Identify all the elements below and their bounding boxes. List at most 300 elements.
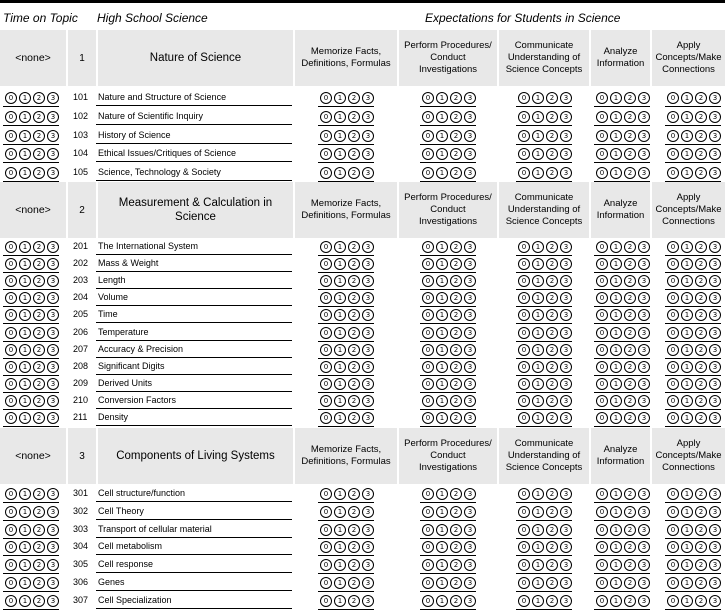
bubble-3[interactable]: 3: [638, 327, 650, 339]
expectation-bubbles[interactable]: [320, 506, 376, 518]
bubble-0[interactable]: 0: [667, 130, 679, 142]
bubble-3[interactable]: 3: [709, 378, 721, 390]
bubble-3[interactable]: 3: [709, 309, 721, 321]
bubble-2[interactable]: 2: [33, 541, 45, 553]
bubble-0[interactable]: 0: [320, 130, 332, 142]
expectation-bubbles[interactable]: [422, 361, 478, 373]
bubble-1[interactable]: 1: [334, 275, 346, 287]
bubble-2[interactable]: 2: [348, 559, 360, 571]
bubble-3[interactable]: 3: [362, 577, 374, 589]
expectation-bubbles[interactable]: [596, 130, 652, 142]
bubble-0[interactable]: 0: [518, 92, 530, 104]
bubble-1[interactable]: 1: [532, 595, 544, 607]
bubble-1[interactable]: 1: [19, 111, 31, 123]
bubble-1[interactable]: 1: [610, 309, 622, 321]
expectation-bubbles[interactable]: [596, 309, 652, 321]
expectation-bubbles[interactable]: [422, 92, 478, 104]
bubble-3[interactable]: 3: [560, 130, 572, 142]
expectation-bubbles[interactable]: [596, 395, 652, 407]
bubble-2[interactable]: 2: [33, 577, 45, 589]
bubble-1[interactable]: 1: [334, 577, 346, 589]
bubble-2[interactable]: 2: [695, 506, 707, 518]
bubble-1[interactable]: 1: [681, 524, 693, 536]
bubble-3[interactable]: 3: [638, 130, 650, 142]
bubble-3[interactable]: 3: [362, 412, 374, 424]
bubble-1[interactable]: 1: [532, 412, 544, 424]
bubble-1[interactable]: 1: [334, 92, 346, 104]
bubble-2[interactable]: 2: [695, 559, 707, 571]
expectation-bubbles[interactable]: [422, 241, 478, 253]
bubble-3[interactable]: 3: [560, 309, 572, 321]
expectation-bubbles[interactable]: [596, 488, 652, 500]
bubble-1[interactable]: 1: [436, 344, 448, 356]
bubble-1[interactable]: 1: [610, 167, 622, 179]
bubble-0[interactable]: 0: [518, 395, 530, 407]
bubble-2[interactable]: 2: [546, 577, 558, 589]
expectation-bubbles[interactable]: [422, 344, 478, 356]
bubble-0[interactable]: 0: [422, 292, 434, 304]
bubble-0[interactable]: 0: [422, 595, 434, 607]
bubble-0[interactable]: 0: [518, 292, 530, 304]
expectation-bubbles[interactable]: [422, 130, 478, 142]
bubble-3[interactable]: 3: [560, 148, 572, 160]
bubble-3[interactable]: 3: [362, 488, 374, 500]
bubble-3[interactable]: 3: [47, 292, 59, 304]
time-on-topic-bubbles[interactable]: [5, 412, 61, 424]
bubble-2[interactable]: 2: [450, 258, 462, 270]
bubble-0[interactable]: 0: [320, 309, 332, 321]
bubble-2[interactable]: 2: [624, 241, 636, 253]
none-option[interactable]: <none>: [15, 204, 51, 216]
bubble-0[interactable]: 0: [518, 541, 530, 553]
bubble-2[interactable]: 2: [348, 395, 360, 407]
bubble-0[interactable]: 0: [667, 541, 679, 553]
bubble-3[interactable]: 3: [560, 258, 572, 270]
bubble-0[interactable]: 0: [5, 241, 17, 253]
bubble-2[interactable]: 2: [546, 309, 558, 321]
bubble-2[interactable]: 2: [624, 595, 636, 607]
bubble-2[interactable]: 2: [546, 412, 558, 424]
bubble-0[interactable]: 0: [667, 292, 679, 304]
bubble-2[interactable]: 2: [624, 111, 636, 123]
bubble-3[interactable]: 3: [560, 412, 572, 424]
bubble-2[interactable]: 2: [624, 309, 636, 321]
expectation-bubbles[interactable]: [320, 378, 376, 390]
bubble-3[interactable]: 3: [709, 258, 721, 270]
bubble-2[interactable]: 2: [624, 148, 636, 160]
bubble-2[interactable]: 2: [546, 395, 558, 407]
bubble-1[interactable]: 1: [681, 92, 693, 104]
bubble-3[interactable]: 3: [560, 241, 572, 253]
bubble-1[interactable]: 1: [334, 506, 346, 518]
bubble-3[interactable]: 3: [47, 344, 59, 356]
bubble-0[interactable]: 0: [422, 344, 434, 356]
bubble-3[interactable]: 3: [464, 309, 476, 321]
bubble-0[interactable]: 0: [596, 148, 608, 160]
bubble-2[interactable]: 2: [624, 506, 636, 518]
bubble-3[interactable]: 3: [709, 327, 721, 339]
bubble-2[interactable]: 2: [546, 258, 558, 270]
bubble-3[interactable]: 3: [464, 395, 476, 407]
bubble-2[interactable]: 2: [546, 361, 558, 373]
bubble-0[interactable]: 0: [422, 241, 434, 253]
bubble-3[interactable]: 3: [638, 275, 650, 287]
bubble-2[interactable]: 2: [450, 292, 462, 304]
bubble-0[interactable]: 0: [320, 541, 332, 553]
bubble-0[interactable]: 0: [518, 327, 530, 339]
bubble-0[interactable]: 0: [5, 111, 17, 123]
bubble-0[interactable]: 0: [667, 412, 679, 424]
bubble-0[interactable]: 0: [320, 506, 332, 518]
bubble-3[interactable]: 3: [362, 378, 374, 390]
bubble-3[interactable]: 3: [362, 241, 374, 253]
bubble-1[interactable]: 1: [532, 92, 544, 104]
bubble-3[interactable]: 3: [464, 148, 476, 160]
bubble-3[interactable]: 3: [709, 595, 721, 607]
time-on-topic-bubbles[interactable]: [5, 309, 61, 321]
bubble-1[interactable]: 1: [19, 506, 31, 518]
bubble-3[interactable]: 3: [47, 524, 59, 536]
expectation-bubbles[interactable]: [667, 395, 723, 407]
bubble-1[interactable]: 1: [610, 148, 622, 160]
bubble-2[interactable]: 2: [348, 275, 360, 287]
bubble-0[interactable]: 0: [422, 506, 434, 518]
bubble-2[interactable]: 2: [624, 412, 636, 424]
bubble-2[interactable]: 2: [450, 327, 462, 339]
bubble-2[interactable]: 2: [695, 92, 707, 104]
bubble-0[interactable]: 0: [5, 524, 17, 536]
bubble-3[interactable]: 3: [464, 258, 476, 270]
time-on-topic-bubbles[interactable]: [5, 344, 61, 356]
expectation-bubbles[interactable]: [667, 524, 723, 536]
expectation-bubbles[interactable]: [667, 541, 723, 553]
bubble-3[interactable]: 3: [464, 506, 476, 518]
bubble-2[interactable]: 2: [546, 167, 558, 179]
bubble-0[interactable]: 0: [518, 559, 530, 571]
bubble-2[interactable]: 2: [624, 292, 636, 304]
bubble-1[interactable]: 1: [681, 292, 693, 304]
bubble-3[interactable]: 3: [362, 506, 374, 518]
bubble-2[interactable]: 2: [546, 506, 558, 518]
bubble-1[interactable]: 1: [436, 309, 448, 321]
bubble-1[interactable]: 1: [19, 412, 31, 424]
bubble-1[interactable]: 1: [19, 577, 31, 589]
bubble-1[interactable]: 1: [681, 309, 693, 321]
bubble-2[interactable]: 2: [450, 378, 462, 390]
bubble-3[interactable]: 3: [464, 595, 476, 607]
bubble-0[interactable]: 0: [5, 412, 17, 424]
bubble-1[interactable]: 1: [436, 327, 448, 339]
bubble-1[interactable]: 1: [532, 559, 544, 571]
expectation-bubbles[interactable]: [667, 344, 723, 356]
bubble-0[interactable]: 0: [320, 327, 332, 339]
bubble-0[interactable]: 0: [422, 275, 434, 287]
bubble-0[interactable]: 0: [596, 292, 608, 304]
bubble-0[interactable]: 0: [596, 506, 608, 518]
bubble-3[interactable]: 3: [638, 148, 650, 160]
bubble-0[interactable]: 0: [5, 361, 17, 373]
bubble-0[interactable]: 0: [518, 309, 530, 321]
bubble-0[interactable]: 0: [5, 275, 17, 287]
expectation-bubbles[interactable]: [422, 559, 478, 571]
time-on-topic-bubbles[interactable]: [5, 130, 61, 142]
expectation-bubbles[interactable]: [518, 361, 574, 373]
bubble-1[interactable]: 1: [610, 595, 622, 607]
bubble-0[interactable]: 0: [320, 292, 332, 304]
bubble-1[interactable]: 1: [610, 344, 622, 356]
bubble-1[interactable]: 1: [681, 506, 693, 518]
bubble-0[interactable]: 0: [320, 148, 332, 160]
bubble-3[interactable]: 3: [464, 378, 476, 390]
bubble-1[interactable]: 1: [436, 559, 448, 571]
bubble-2[interactable]: 2: [33, 378, 45, 390]
expectation-bubbles[interactable]: [596, 344, 652, 356]
bubble-2[interactable]: 2: [33, 130, 45, 142]
expectation-bubbles[interactable]: [596, 378, 652, 390]
expectation-bubbles[interactable]: [667, 506, 723, 518]
bubble-0[interactable]: 0: [596, 395, 608, 407]
time-on-topic-bubbles[interactable]: [5, 506, 61, 518]
bubble-3[interactable]: 3: [464, 412, 476, 424]
bubble-0[interactable]: 0: [667, 395, 679, 407]
expectation-bubbles[interactable]: [667, 361, 723, 373]
bubble-3[interactable]: 3: [47, 167, 59, 179]
bubble-1[interactable]: 1: [610, 130, 622, 142]
bubble-3[interactable]: 3: [709, 92, 721, 104]
bubble-1[interactable]: 1: [681, 327, 693, 339]
bubble-0[interactable]: 0: [596, 130, 608, 142]
bubble-1[interactable]: 1: [681, 395, 693, 407]
bubble-2[interactable]: 2: [695, 395, 707, 407]
expectation-bubbles[interactable]: [518, 292, 574, 304]
bubble-3[interactable]: 3: [47, 595, 59, 607]
expectation-bubbles[interactable]: [596, 577, 652, 589]
bubble-0[interactable]: 0: [422, 378, 434, 390]
expectation-bubbles[interactable]: [422, 292, 478, 304]
bubble-0[interactable]: 0: [5, 92, 17, 104]
bubble-3[interactable]: 3: [560, 92, 572, 104]
bubble-0[interactable]: 0: [320, 92, 332, 104]
time-on-topic-bubbles[interactable]: [5, 292, 61, 304]
expectation-bubbles[interactable]: [320, 167, 376, 179]
bubble-1[interactable]: 1: [436, 506, 448, 518]
bubble-2[interactable]: 2: [546, 595, 558, 607]
bubble-0[interactable]: 0: [518, 524, 530, 536]
bubble-1[interactable]: 1: [334, 595, 346, 607]
bubble-3[interactable]: 3: [560, 327, 572, 339]
expectation-bubbles[interactable]: [667, 577, 723, 589]
bubble-2[interactable]: 2: [546, 111, 558, 123]
expectation-bubbles[interactable]: [422, 524, 478, 536]
bubble-0[interactable]: 0: [596, 559, 608, 571]
bubble-3[interactable]: 3: [47, 275, 59, 287]
bubble-3[interactable]: 3: [638, 309, 650, 321]
bubble-2[interactable]: 2: [348, 111, 360, 123]
bubble-3[interactable]: 3: [709, 541, 721, 553]
bubble-3[interactable]: 3: [47, 327, 59, 339]
bubble-3[interactable]: 3: [709, 148, 721, 160]
bubble-0[interactable]: 0: [422, 309, 434, 321]
bubble-3[interactable]: 3: [709, 577, 721, 589]
bubble-2[interactable]: 2: [348, 92, 360, 104]
bubble-3[interactable]: 3: [560, 541, 572, 553]
expectation-bubbles[interactable]: [422, 541, 478, 553]
bubble-3[interactable]: 3: [560, 577, 572, 589]
expectation-bubbles[interactable]: [667, 148, 723, 160]
bubble-1[interactable]: 1: [610, 506, 622, 518]
bubble-0[interactable]: 0: [667, 559, 679, 571]
bubble-1[interactable]: 1: [532, 506, 544, 518]
bubble-2[interactable]: 2: [33, 506, 45, 518]
bubble-2[interactable]: 2: [33, 344, 45, 356]
bubble-2[interactable]: 2: [450, 130, 462, 142]
bubble-1[interactable]: 1: [681, 148, 693, 160]
expectation-bubbles[interactable]: [422, 488, 478, 500]
bubble-0[interactable]: 0: [5, 167, 17, 179]
bubble-1[interactable]: 1: [334, 111, 346, 123]
expectation-bubbles[interactable]: [422, 412, 478, 424]
bubble-3[interactable]: 3: [464, 361, 476, 373]
expectation-bubbles[interactable]: [518, 167, 574, 179]
bubble-0[interactable]: 0: [518, 488, 530, 500]
bubble-2[interactable]: 2: [348, 309, 360, 321]
bubble-3[interactable]: 3: [638, 595, 650, 607]
bubble-1[interactable]: 1: [610, 361, 622, 373]
bubble-2[interactable]: 2: [450, 488, 462, 500]
expectation-bubbles[interactable]: [518, 378, 574, 390]
expectation-bubbles[interactable]: [320, 595, 376, 607]
bubble-0[interactable]: 0: [320, 595, 332, 607]
expectation-bubbles[interactable]: [518, 309, 574, 321]
bubble-2[interactable]: 2: [450, 577, 462, 589]
bubble-0[interactable]: 0: [518, 506, 530, 518]
bubble-2[interactable]: 2: [33, 241, 45, 253]
bubble-3[interactable]: 3: [362, 275, 374, 287]
bubble-1[interactable]: 1: [19, 488, 31, 500]
bubble-2[interactable]: 2: [624, 378, 636, 390]
bubble-2[interactable]: 2: [33, 595, 45, 607]
bubble-0[interactable]: 0: [422, 488, 434, 500]
expectation-bubbles[interactable]: [518, 92, 574, 104]
bubble-0[interactable]: 0: [422, 258, 434, 270]
bubble-0[interactable]: 0: [320, 488, 332, 500]
bubble-3[interactable]: 3: [560, 344, 572, 356]
expectation-bubbles[interactable]: [518, 541, 574, 553]
expectation-bubbles[interactable]: [667, 258, 723, 270]
bubble-2[interactable]: 2: [348, 577, 360, 589]
expectation-bubbles[interactable]: [596, 506, 652, 518]
bubble-1[interactable]: 1: [681, 541, 693, 553]
bubble-3[interactable]: 3: [560, 292, 572, 304]
bubble-0[interactable]: 0: [596, 327, 608, 339]
bubble-0[interactable]: 0: [320, 559, 332, 571]
bubble-2[interactable]: 2: [450, 524, 462, 536]
expectation-bubbles[interactable]: [518, 344, 574, 356]
bubble-3[interactable]: 3: [464, 92, 476, 104]
bubble-1[interactable]: 1: [610, 241, 622, 253]
expectation-bubbles[interactable]: [422, 275, 478, 287]
bubble-0[interactable]: 0: [518, 148, 530, 160]
expectation-bubbles[interactable]: [320, 275, 376, 287]
bubble-2[interactable]: 2: [624, 92, 636, 104]
bubble-0[interactable]: 0: [5, 378, 17, 390]
bubble-1[interactable]: 1: [610, 92, 622, 104]
bubble-2[interactable]: 2: [450, 344, 462, 356]
bubble-2[interactable]: 2: [546, 130, 558, 142]
expectation-bubbles[interactable]: [518, 559, 574, 571]
bubble-2[interactable]: 2: [33, 524, 45, 536]
bubble-0[interactable]: 0: [5, 488, 17, 500]
bubble-2[interactable]: 2: [695, 577, 707, 589]
bubble-3[interactable]: 3: [47, 361, 59, 373]
time-on-topic-bubbles[interactable]: [5, 111, 61, 123]
expectation-bubbles[interactable]: [320, 361, 376, 373]
bubble-2[interactable]: 2: [624, 524, 636, 536]
expectation-bubbles[interactable]: [518, 524, 574, 536]
bubble-0[interactable]: 0: [320, 361, 332, 373]
bubble-3[interactable]: 3: [709, 292, 721, 304]
bubble-2[interactable]: 2: [624, 327, 636, 339]
bubble-0[interactable]: 0: [596, 595, 608, 607]
time-on-topic-bubbles[interactable]: [5, 275, 61, 287]
bubble-0[interactable]: 0: [5, 559, 17, 571]
bubble-0[interactable]: 0: [5, 130, 17, 142]
bubble-0[interactable]: 0: [5, 395, 17, 407]
expectation-bubbles[interactable]: [320, 309, 376, 321]
expectation-bubbles[interactable]: [320, 92, 376, 104]
bubble-2[interactable]: 2: [33, 488, 45, 500]
bubble-3[interactable]: 3: [638, 412, 650, 424]
bubble-1[interactable]: 1: [532, 524, 544, 536]
expectation-bubbles[interactable]: [422, 577, 478, 589]
bubble-3[interactable]: 3: [709, 241, 721, 253]
bubble-0[interactable]: 0: [667, 595, 679, 607]
bubble-1[interactable]: 1: [436, 241, 448, 253]
expectation-bubbles[interactable]: [667, 130, 723, 142]
bubble-0[interactable]: 0: [667, 361, 679, 373]
expectation-bubbles[interactable]: [320, 524, 376, 536]
bubble-1[interactable]: 1: [334, 309, 346, 321]
bubble-0[interactable]: 0: [596, 111, 608, 123]
bubble-2[interactable]: 2: [695, 378, 707, 390]
bubble-2[interactable]: 2: [695, 488, 707, 500]
bubble-2[interactable]: 2: [348, 292, 360, 304]
expectation-bubbles[interactable]: [320, 344, 376, 356]
expectation-bubbles[interactable]: [596, 275, 652, 287]
bubble-2[interactable]: 2: [33, 92, 45, 104]
bubble-3[interactable]: 3: [464, 241, 476, 253]
bubble-1[interactable]: 1: [436, 167, 448, 179]
bubble-2[interactable]: 2: [546, 559, 558, 571]
bubble-0[interactable]: 0: [596, 361, 608, 373]
bubble-0[interactable]: 0: [596, 309, 608, 321]
bubble-0[interactable]: 0: [667, 524, 679, 536]
bubble-1[interactable]: 1: [610, 488, 622, 500]
time-on-topic-bubbles[interactable]: [5, 395, 61, 407]
bubble-3[interactable]: 3: [362, 395, 374, 407]
expectation-bubbles[interactable]: [518, 241, 574, 253]
bubble-1[interactable]: 1: [19, 292, 31, 304]
bubble-2[interactable]: 2: [546, 488, 558, 500]
bubble-1[interactable]: 1: [532, 130, 544, 142]
time-on-topic-bubbles[interactable]: [5, 258, 61, 270]
bubble-0[interactable]: 0: [667, 378, 679, 390]
expectation-bubbles[interactable]: [596, 292, 652, 304]
bubble-3[interactable]: 3: [638, 92, 650, 104]
time-on-topic-bubbles[interactable]: [5, 559, 61, 571]
bubble-1[interactable]: 1: [436, 275, 448, 287]
bubble-1[interactable]: 1: [436, 292, 448, 304]
